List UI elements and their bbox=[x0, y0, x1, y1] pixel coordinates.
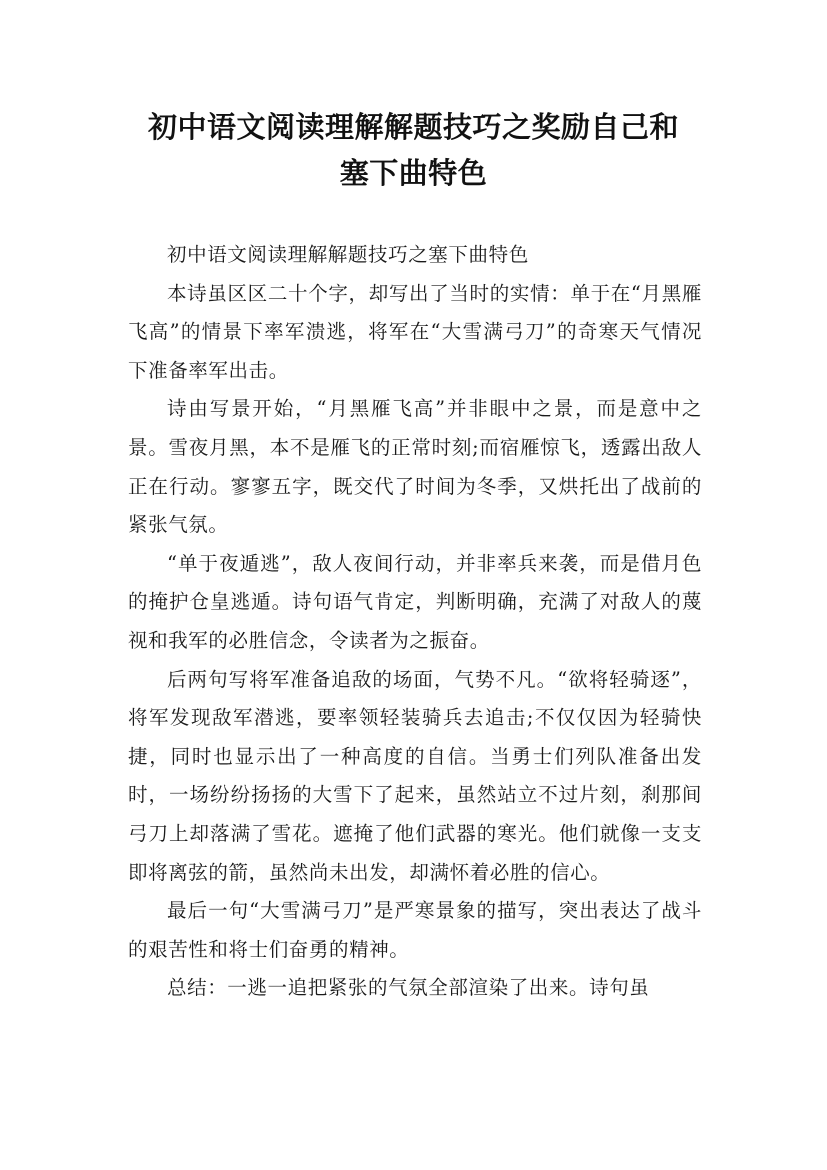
paragraph-2: 诗由写景开始，“月黑雁飞高”并非眼中之景，而是意中之景。雪夜月黑，本不是雁飞的正常时刻;而宿雁惊飞，透露出敌人正在行动。寥寥五字，既交代了时间为冬季，又烘托出了战前的紧张气氛。 bbox=[128, 397, 702, 537]
document-title bbox=[100, 104, 727, 196]
paragraph-5: 最后一句“大雪满弓刀”是严寒景象的描写，突出表达了战斗的艰苦性和将士们奋勇的精神。 bbox=[128, 899, 702, 961]
paragraph-1: 本诗虽区区二十个字，却写出了当时的实情：单于在“月黑雁飞高”的情景下率军溃逃，将军在“大雪满弓刀”的奇寒天气情况下准备率军出击。 bbox=[128, 281, 702, 382]
document-body bbox=[128, 236, 702, 1008]
paragraph-subtitle: 初中语文阅读理解解题技巧之塞下曲特色 bbox=[167, 243, 529, 266]
paragraph-3: “单于夜遁逃”，敌人夜间行动，并非率兵来袭，而是借月色的掩护仓皇逃遁。诗句语气肯定，判断明确，充满了对敌人的蔑视和我军的必胜信念，令读者为之振奋。 bbox=[128, 551, 702, 652]
title-line-2: 塞下曲特色 bbox=[339, 156, 488, 190]
paragraph-6: 总结：一逃一追把紧张的气氛全部渲染了出来。诗句虽 bbox=[167, 976, 650, 1000]
paragraph-4: 后两句写将军准备追敌的场面，气势不凡。“欲将轻骑逐”，将军发现敌军潜逃，要率领轻装骑兵去追击;不仅仅因为轻骑快捷，同时也显示出了一种高度的自信。当勇士们列队准备出发时，一场纷纷扬扬的大雪下了起来，虽然站立不过片刻，刹那间弓刀上却落满了雪花。遮掩了他们武器的寒光。他们就像一支支即将离弦的箭，虽然尚未出发，却满怀着必胜的信心。 bbox=[128, 667, 702, 884]
title-line-1: 初中语文阅读理解解题技巧之奖励自己和 bbox=[147, 110, 679, 144]
